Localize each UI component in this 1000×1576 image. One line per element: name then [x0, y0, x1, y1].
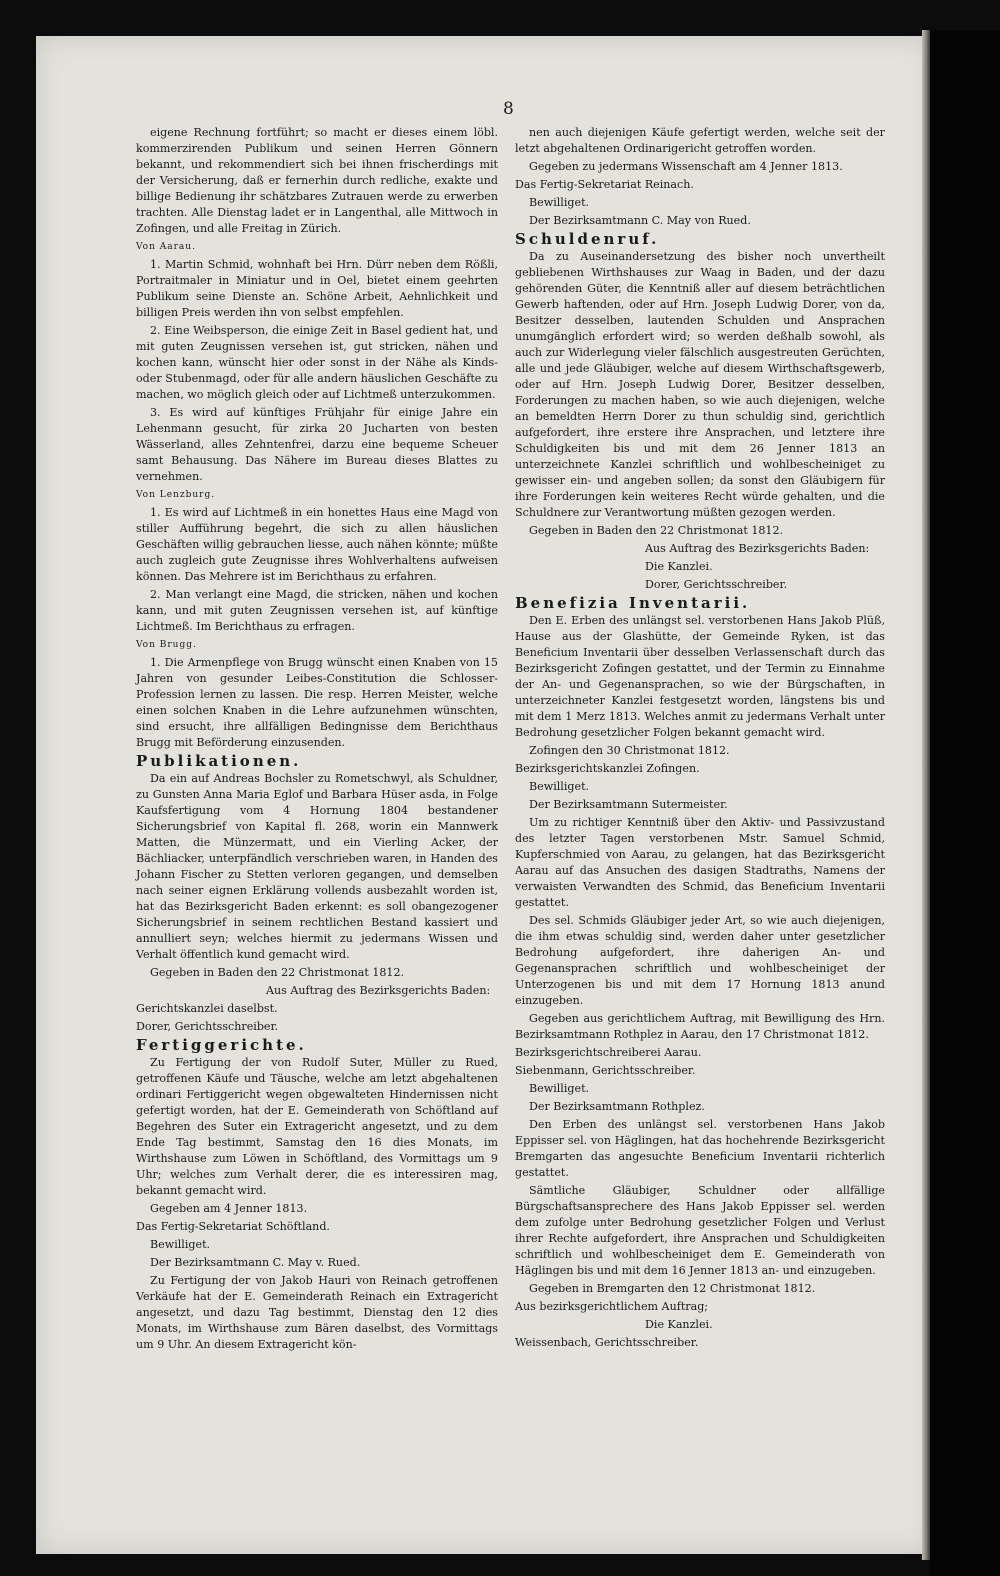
signature-line: Die Kanzlei. — [645, 1318, 713, 1331]
page-fold-shadow — [922, 30, 930, 1560]
date-line: Zofingen den 30 Christmonat 1812. — [529, 744, 730, 757]
paragraph: Sämtliche Gläubiger, Schuldner oder allfällige Bürgschaftsansprechere des Hans Jakob Eppisser sel. werden dem zufolge unter Bedrohung gesetzlicher Folgen und Verlust ihrer Rechte aufgefordert, ihre Ansprachen und Schuldigkeiten schriftlich und wohlbescheiniget dem E. Gemeinderath von Häglingen bis und mit dem 16 Jenner 1813 an- und einzugeben. — [515, 1184, 885, 1277]
paragraph: Um zu richtiger Kenntniß über den Aktiv- und Passivzustand des letzter Tagen verstorbenen Mstr. Samuel Schmid, Kupferschmied von Aarau, zu gelangen, hat das Bezirksgericht Aarau auf das Ansuchen des dasigen Stadtraths, Namens der verwaisten Verwandten des Schmid, das Beneficium Inventarii gestattet. — [515, 816, 885, 909]
page-number: 8 — [503, 99, 514, 119]
date-line: Gegeben in Bremgarten den 12 Christmonat 1812. — [529, 1282, 816, 1295]
paragraph: eigene Rechnung fortführt; so macht er dieses einem löbl. kommerzirenden Publikum und seinen Herren Gönnern bekannt, und rekommendiert sich bei ihnen frischerdings mit der Versicherung, daß er fernerhin durch redliche, exakte und billige Bedienung ihr schätzbares Zutrauen werde zu erwerben trachten. Alle Dienstag ladet er in Langenthal, alle Mittwoch in Zofingen, und alle Freitag in Zürich. — [136, 126, 498, 235]
signature-line: Das Fertig-Sekretariat Schöftland. — [136, 1220, 330, 1233]
signature-line: Weissenbach, Gerichtsschreiber. — [515, 1336, 699, 1349]
section-heading: Fertiggerichte. — [136, 1036, 307, 1054]
paragraph: Den Erben des unlängst sel. verstorbenen Hans Jakob Eppisser sel. von Häglingen, hat das hochehrende Bezirksgericht Bremgarten das angesuchte Beneficium Inventarii richterlich gestattet. — [515, 1118, 885, 1179]
signature-line: Die Kanzlei. — [645, 560, 713, 573]
paragraph: Zu Fertigung der von Rudolf Suter, Müller zu Rued, getroffenen Käufe und Täusche, welche am letzt abgehaltenen ordinari Fertiggericht wegen obgewalteten Hindernissen nicht gefertigt worden, hat der E. Gemeinderath von Schöftland auf Begehren des Suter ein Extragericht angesetzt, und zu dem Ende Tag bestimmt, Samstag den 16 dies Monats, im Wirthshause zum Löwen in Schöftland, des Vormittags um 9 Uhr; welches zum Verhalt derer, die es interessiren mag, bekannt gemacht wird. — [136, 1056, 498, 1197]
paragraph: Bewilliget. — [529, 780, 590, 793]
signature-line: Aus Auftrag des Bezirksgerichts Baden: — [266, 984, 491, 997]
paragraph: Den E. Erben des unlängst sel. verstorbenen Hans Jakob Plüß, Hause aus der Glashütte, der Gemeinde Ryken, ist das Beneficium Inventarii über desselben Verlassenschaft durch das Bezirksgericht Zofingen gestattet, und der Termin zu Einnahme der An- und Gegenansprachen, so wie der Bürgschaften, in unterzeichneter Kanzlei festgesetzt worden, längstens bis und mit dem 1 Merz 1813. Welches anmit zu jedermans Verhalt unter Bedrohung gesetzlicher Folgen bekannt gemacht wird. — [515, 614, 885, 739]
section-heading: Publikationen. — [136, 752, 302, 770]
paragraph: 3. Es wird auf künftiges Frühjahr für einige Jahre ein Lehenmann gesucht, für zirka 20 Jucharten von besten Wässerland, alles Zehntenfrei, darzu eine bequeme Scheuer samt Behausung. Das Nähere im Bureau dieses Blattes zu vernehmen. — [136, 406, 498, 483]
signature-line: Aus bezirksgerichtlichem Auftrag; — [515, 1300, 709, 1313]
subsection-heading: Von Lenzburg. — [136, 490, 216, 500]
paragraph: nen auch diejenigen Käufe gefertigt werden, welche seit der letzt abgehaltenen Ordinarigericht getroffen worden. — [515, 126, 885, 155]
paragraph: 2. Eine Weibsperson, die einige Zeit in Basel gedient hat, und mit guten Zeugnissen versehen ist, gut stricken, nähen und kochen kann, wünscht hier oder sonst in der Nähe als Kinds- oder Stubenmagd, oder für alle andern häuslichen Geschäfte zu machen, wo möglich gleich oder auf Lichtmeß unterzukommen. — [136, 324, 498, 401]
right-column — [515, 125, 885, 1353]
date-line: Gegeben zu jedermans Wissenschaft am 4 Jenner 1813. — [529, 160, 843, 173]
paragraph: Da ein auf Andreas Bochsler zu Rometschwyl, als Schuldner, zu Gunsten Anna Maria Eglof und Barbara Hüser asda, in Folge Kaufsfertigung vom 4 Hornung 1804 bestandener Sicherungsbrief von Kapital fl. 268, worin ein Mannwerk Matten, die Münzermatt, und ein Vierling Acker, der Bächliacker, unterpfändlich verschrieben waren, in Handen des Johann Fischer zu Stetten verloren gegangen, und demselben nach seiner eignen Erklärung vollends ausbezahlt worden ist, hat das Bezirksgericht Baden erkennt: es soll obangezogener Sicherungsbrief in seinem rechtlichen Bestand kassiert und annulliert seyn; welches hiermit zu jedermans Wissen und Verhalt öffentlich kund gemacht wird. — [136, 772, 498, 961]
signature-line: Dorer, Gerichtsschreiber. — [136, 1020, 279, 1033]
signature-line: Das Fertig-Sekretariat Reinach. — [515, 178, 694, 191]
subsection-heading: Von Aarau. — [136, 242, 196, 252]
paragraph: Zu Fertigung der von Jakob Hauri von Reinach getroffenen Verkäufe hat der E. Gemeinderath Reinach ein Extragericht angesetzt, und dazu Tag bestimmt, Dienstag den 12 dies Monats, im Wirthshause zum Bären daselbst, des Vormittags um 9 Uhr. An diesem Extragericht kön- — [136, 1274, 498, 1351]
signature-line: Gerichtskanzlei daselbst. — [136, 1002, 278, 1015]
paragraph: Des sel. Schmids Gläubiger jeder Art, so wie auch diejenigen, die ihm etwas schuldig sind, werden daher unter gesetzlicher Bedrohung aufgefordert, ihre daherigen An- und Gegenansprachen schriftlich und wohlbescheiniget der Unterzogenen bis und mit dem 17 Hornung 1813 anund einzugeben. — [515, 914, 885, 1007]
paragraph: 1. Martin Schmid, wohnhaft bei Hrn. Dürr neben dem Rößli, Portraitmaler in Miniatur und in Oel, bietet einem geehrten Publikum seine Dienste an. Schöne Arbeit, Aehnlichkeit und billigen Preis werden ihn von selbst empfehlen. — [136, 258, 498, 319]
scan-background — [930, 30, 1000, 1576]
paragraph: Da zu Auseinandersetzung des bisher noch unvertheilt gebliebenen Wirthshauses zur Waag in Baden, und der dazu gehörenden Güter, die Kenntniß aller auf diesem beträchtlichen Gewerb haftenden, oder auf Hrn. Joseph Ludwig Dorer, von da, Besitzer desselben, lautenden Schulden und Ansprachen unumgänglich erfordert wird; so werden deßhalb sowohl, als auch zur Widerlegung vieler fälschlich ausgestreuten Gerüchten, alle und jede Gläubiger, welche auf diesem Wirthschaftsgewerb, oder auf Hrn. Joseph Ludwig Dorer, Besitzer desselben, Forderungen zu machen haben, so wie auch diejenigen, welche an bemeldten Herrn Dorer zu thun schuldig sind, gerichtlich aufgefordert, ihre erstere ihre Ansprachen, und letztere ihre Schuldigkeiten bis und mit dem 26 Jenner 1813 an unterzeichnete Kanzlei schriftlich und wohlbescheiniget zu gewisser ein- und angeben sollen; da sonst den Gläubigern für ihre Forderungen kein weiteres Recht würde gehalten, und die Schuldnere zur Verantwortung müßten gezogen werden. — [515, 250, 885, 519]
section-heading: Schuldenruf. — [515, 230, 660, 248]
date-line: Gegeben am 4 Jenner 1813. — [150, 1202, 308, 1215]
date-line: Gegeben in Baden den 22 Christmonat 1812. — [529, 524, 784, 537]
left-column — [136, 125, 498, 1355]
paragraph: 1. Die Armenpflege von Brugg wünscht einen Knaben von 15 Jahren von gesunder Leibes-Constitution die Schlosser-Profession lernen zu lassen. Die resp. Herren Meister, welche einen solchen Knaben in die Lehre aufzunehmen wünschten, sind ersucht, ihre allfälligen Bedingnisse dem Berichthaus Brugg mit Beförderung einzusenden. — [136, 656, 498, 749]
paragraph: Bewilliget. — [529, 1082, 590, 1095]
section-heading: Benefizia Inventarii. — [515, 594, 751, 612]
paragraph: Bewilliget. — [150, 1238, 211, 1251]
paragraph: Der Bezirksamtmann Rothplez. — [529, 1100, 705, 1113]
paragraph: Der Bezirksamtmann C. May v. Rued. — [150, 1256, 361, 1269]
signature-line: Aus Auftrag des Bezirksgerichts Baden: — [645, 542, 870, 555]
paragraph: 2. Man verlangt eine Magd, die stricken, nähen und kochen kann, und mit guten Zeugnissen versehen ist, auf künftige Lichtmeß. Im Berichthaus zu erfragen. — [136, 588, 498, 633]
subsection-heading: Von Brugg. — [136, 640, 197, 650]
signature-line: Siebenmann, Gerichtsschreiber. — [515, 1064, 696, 1077]
signature-line: Bezirksgerichtschreiberei Aarau. — [515, 1046, 702, 1059]
paragraph: Bewilliget. — [529, 196, 590, 209]
paragraph: Gegeben aus gerichtlichem Auftrag, mit Bewilligung des Hrn. Bezirksamtmann Rothplez in Aarau, den 17 Christmonat 1812. — [515, 1012, 885, 1041]
paragraph: Der Bezirksamtmann Sutermeister. — [529, 798, 728, 811]
date-line: Gegeben in Baden den 22 Christmonat 1812. — [150, 966, 405, 979]
paragraph: Der Bezirksamtmann C. May von Rued. — [529, 214, 751, 227]
signature-line: Dorer, Gerichtsschreiber. — [645, 578, 788, 591]
paragraph: 1. Es wird auf Lichtmeß in ein honettes Haus eine Magd von stiller Aufführung begehrt, die sich zu allen häuslichen Geschäften willig gebrauchen liesse, auch nähen könnte; müßte auch zugleich gute Zeugnisse ihres Wohlverhaltens aufweisen können. Das Mehrere ist im Berichthaus zu erfahren. — [136, 506, 498, 583]
signature-line: Bezirksgerichtskanzlei Zofingen. — [515, 762, 700, 775]
